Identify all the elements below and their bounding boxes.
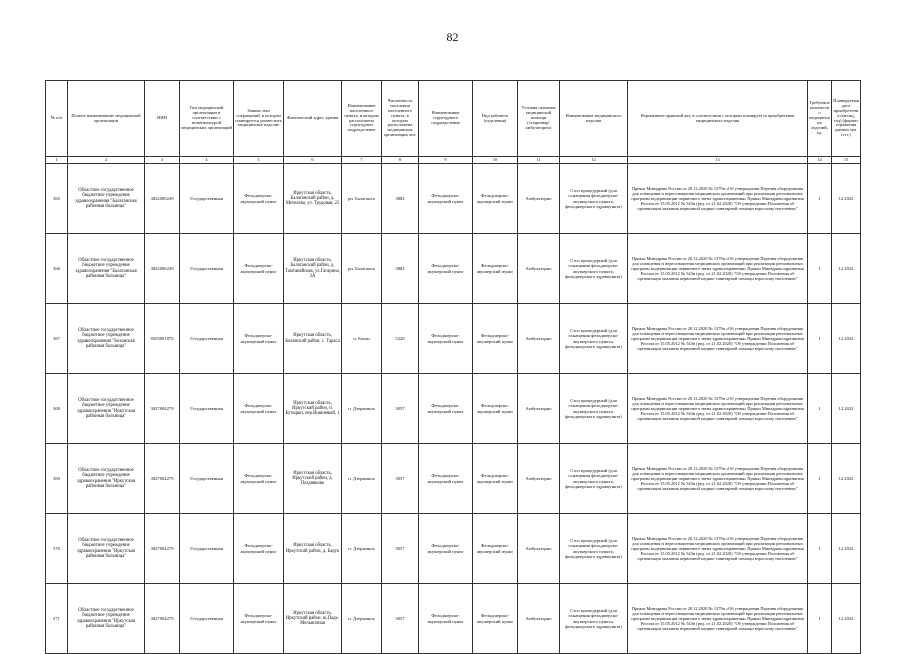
row-number: 367 bbox=[46, 304, 68, 374]
inn: 3827004279 bbox=[145, 514, 180, 584]
cabinet: Фельдшерско-акушерский пункт bbox=[473, 234, 518, 304]
cabinet: Фельдшерско-акушерский пункт bbox=[473, 374, 518, 444]
header-subdivision: Наименование структурного подразделения bbox=[419, 81, 473, 157]
row-number: 366 bbox=[46, 234, 68, 304]
cabinet: Фельдшерско-акушерский пункт bbox=[473, 304, 518, 374]
placement: Фельдшерско-акушерский пункт bbox=[234, 444, 284, 514]
header-device: Наименование медицинского изделия bbox=[560, 81, 628, 157]
inn: 3827004279 bbox=[145, 374, 180, 444]
subdivision: Фельдшерско-акушерский пункт bbox=[419, 234, 473, 304]
header-row bbox=[46, 81, 861, 157]
settlement: п. Дзержинск bbox=[342, 514, 382, 584]
placement: Фельдшерско-акушерский пункт bbox=[234, 374, 284, 444]
cabinet: Фельдшерско-акушерский пункт bbox=[473, 514, 518, 584]
header-org-type: Тип медицинской организации в соответствии с номенклатурой медицинских организаций bbox=[180, 81, 234, 157]
address: Иркутская область, Иркутский район, п. Бутырки, пер.Вишневый, 1 bbox=[284, 374, 342, 444]
org-name: Областное государственное бюджетное учреждение здравоохранения "Боханская районная больница" bbox=[68, 304, 145, 374]
org-type: Государственная bbox=[180, 584, 234, 654]
header-cabinet: Вид кабинета (отделения) bbox=[473, 81, 518, 157]
row-number: 368 bbox=[46, 374, 68, 444]
settlement: рп. Балаганск bbox=[342, 164, 382, 234]
subdivision: Фельдшерско-акушерский пункт bbox=[419, 304, 473, 374]
legal-act: Приказ Минздрава России от 28.12.2020 № 1379н «Об утверждении Перечня оборудования для оснащения и переоснащения медицинских организаций при реализации региональных программ модернизации первичного звена здравоохранения» Приказ Минздравсоцразвития России от 15.05.2012 № 543н (ред. от 21.02.2020) "Об утверждении Положения об организации оказания первичной медико-санитарной помощи взрослому населению" bbox=[628, 444, 808, 514]
purchase-date: 12.2022 bbox=[832, 374, 861, 444]
row-number: 369 bbox=[46, 444, 68, 514]
column-number: 11 bbox=[518, 157, 560, 164]
purchase-date: 12.2022 bbox=[832, 234, 861, 304]
column-number: 2 bbox=[68, 157, 145, 164]
inn: 3827004279 bbox=[145, 444, 180, 514]
population: 3057 bbox=[382, 514, 419, 584]
conditions: Амбулаторно bbox=[518, 444, 560, 514]
org-name: Областное государственное бюджетное учреждение здравоохранения "Иркутская районная больница" bbox=[68, 514, 145, 584]
table-row bbox=[46, 374, 861, 444]
header-address: Фактический адрес здания bbox=[284, 81, 342, 157]
purchase-date: 12.2022 bbox=[832, 584, 861, 654]
org-name: Областное государственное бюджетное учреждение здравоохранения "Иркутская районная больница" bbox=[68, 444, 145, 514]
column-number: 13 bbox=[628, 157, 808, 164]
population: 3882 bbox=[382, 234, 419, 304]
legal-act: Приказ Минздрава России от 28.12.2020 № 1379н «Об утверждении Перечня оборудования для оснащения и переоснащения медицинских организаций при реализации региональных программ модернизации первичного звена здравоохранения» Приказ Минздравсоцразвития России от 15.05.2012 № 543н (ред. от 21.02.2020) "Об утверждении Положения об организации оказания первичной медико-санитарной помощи взрослому населению" bbox=[628, 304, 808, 374]
header-inn: ИНН bbox=[145, 81, 180, 157]
quantity: 1 bbox=[808, 514, 832, 584]
column-number: 8 bbox=[382, 157, 419, 164]
address: Иркутская область, Балаганский район, д. Метелева, ул. Трудовая, 22 bbox=[284, 164, 342, 234]
column-number: 3 bbox=[145, 157, 180, 164]
subdivision: Фельдшерско-акушерский пункт bbox=[419, 164, 473, 234]
settlement: п. Дзержинск bbox=[342, 374, 382, 444]
device: Стол процедурный (для оснащения фельдшерско-акушерского пункта, фельдшерского здравпункта) bbox=[560, 164, 628, 234]
placement: Фельдшерско-акушерский пункт bbox=[234, 234, 284, 304]
org-type: Государственная bbox=[180, 304, 234, 374]
header-conditions: Условия оказания медицинской помощи (стационар/амбулаторно) bbox=[518, 81, 560, 157]
org-name: Областное государственное бюджетное учреждение здравоохранения "Иркутская районная больница" bbox=[68, 374, 145, 444]
cabinet: Фельдшерско-акушерский пункт bbox=[473, 584, 518, 654]
org-name: Областное государственное бюджетное учреждение здравоохранения "Иркутская районная больница" bbox=[68, 584, 145, 654]
table-row bbox=[46, 164, 861, 234]
address: Иркутская область, Балаганский район, д. Тамтанайская, ул.Гагарина, 3А bbox=[284, 234, 342, 304]
inn: 3822000249 bbox=[145, 164, 180, 234]
column-number: 14 bbox=[808, 157, 832, 164]
legal-act: Приказ Минздрава России от 28.12.2020 № 1379н «Об утверждении Перечня оборудования для оснащения и переоснащения медицинских организаций при реализации региональных программ модернизации первичного звена здравоохранения» Приказ Минздравсоцразвития России от 15.05.2012 № 543н (ред. от 21.02.2020) "Об утверждении Положения об организации оказания первичной медико-санитарной помощи взрослому населению" bbox=[628, 514, 808, 584]
settlement: п. Бохан bbox=[342, 304, 382, 374]
org-type: Государственная bbox=[180, 234, 234, 304]
device: Стол процедурный (для оснащения фельдшерско-акушерского пункта, фельдшерского здравпункта) bbox=[560, 304, 628, 374]
legal-act: Приказ Минздрава России от 28.12.2020 № 1379н «Об утверждении Перечня оборудования для оснащения и переоснащения медицинских организаций при реализации региональных программ модернизации первичного звена здравоохранения» Приказ Минздравсоцразвития России от 15.05.2012 № 543н (ред. от 21.02.2020) "Об утверждении Положения об организации оказания первичной медико-санитарной помощи взрослому населению" bbox=[628, 584, 808, 654]
device: Стол процедурный (для оснащения фельдшерско-акушерского пункта, фельдшерского здравпункта) bbox=[560, 234, 628, 304]
row-number: 370 bbox=[46, 514, 68, 584]
placement: Фельдшерско-акушерский пункт bbox=[234, 164, 284, 234]
population: 3057 bbox=[382, 374, 419, 444]
population: 3057 bbox=[382, 444, 419, 514]
quantity: 1 bbox=[808, 444, 832, 514]
population: 3057 bbox=[382, 584, 419, 654]
quantity: 1 bbox=[808, 164, 832, 234]
settlement: п. Дзержинск bbox=[342, 444, 382, 514]
org-type: Государственная bbox=[180, 164, 234, 234]
conditions: Амбулаторно bbox=[518, 164, 560, 234]
header-quantity: Требуемое количество медицинских изделий, ед. bbox=[808, 81, 832, 157]
inn: 3822000249 bbox=[145, 234, 180, 304]
device: Стол процедурный (для оснащения фельдшерско-акушерского пункта, фельдшерского здравпункта) bbox=[560, 444, 628, 514]
settlement: п. Дзержинск bbox=[342, 584, 382, 654]
conditions: Амбулаторно bbox=[518, 584, 560, 654]
column-number: 6 bbox=[284, 157, 342, 164]
table-row bbox=[46, 584, 861, 654]
quantity: 1 bbox=[808, 304, 832, 374]
header-settlement: Наименование населенного пункта, в котором расположена структурное подразделение bbox=[342, 81, 382, 157]
population: 3882 bbox=[382, 164, 419, 234]
address: Иркутская область, Иркутский район, ш.Падь-Мельничная bbox=[284, 584, 342, 654]
cabinet: Фельдшерско-акушерский пункт bbox=[473, 444, 518, 514]
conditions: Амбулаторно bbox=[518, 304, 560, 374]
column-number: 4 bbox=[180, 157, 234, 164]
conditions: Амбулаторно bbox=[518, 234, 560, 304]
table-row bbox=[46, 304, 861, 374]
column-number: 5 bbox=[234, 157, 284, 164]
conditions: Амбулаторно bbox=[518, 514, 560, 584]
subdivision: Фельдшерско-акушерский пункт bbox=[419, 444, 473, 514]
quantity: 1 bbox=[808, 374, 832, 444]
header-legal-act: Нормативно-правовой акт, в соответствии с которым планируется приобретение медицинского изделия bbox=[628, 81, 808, 157]
population: 5220 bbox=[382, 304, 419, 374]
conditions: Амбулаторно bbox=[518, 374, 560, 444]
column-number: 7 bbox=[342, 157, 382, 164]
column-number: 15 bbox=[832, 157, 861, 164]
header-placement: Занимо или сокращений, в котором планируется разместить медицинское изделие bbox=[234, 81, 284, 157]
settlement: рп. Балаганск bbox=[342, 234, 382, 304]
subdivision: Фельдшерско-акушерский пункт bbox=[419, 514, 473, 584]
column-number: 1 bbox=[46, 157, 68, 164]
purchase-date: 12.2022 bbox=[832, 304, 861, 374]
column-number: 12 bbox=[560, 157, 628, 164]
table-row bbox=[46, 514, 861, 584]
inn: 8503001870 bbox=[145, 304, 180, 374]
quantity: 1 bbox=[808, 584, 832, 654]
purchase-date: 12.2022 bbox=[832, 164, 861, 234]
org-type: Государственная bbox=[180, 444, 234, 514]
table-row bbox=[46, 444, 861, 514]
purchase-date: 12.2022 bbox=[832, 444, 861, 514]
equipment-table bbox=[45, 80, 861, 654]
device: Стол процедурный (для оснащения фельдшерско-акушерского пункта, фельдшерского здравпункта) bbox=[560, 374, 628, 444]
page-number: 82 bbox=[446, 30, 459, 44]
device: Стол процедурный (для оснащения фельдшерско-акушерского пункта, фельдшерского здравпункта) bbox=[560, 584, 628, 654]
address: Иркутская область, Боханский район, с. Тараса bbox=[284, 304, 342, 374]
placement: Фельдшерско-акушерский пункт bbox=[234, 584, 284, 654]
org-type: Государственная bbox=[180, 514, 234, 584]
inn: 3827004279 bbox=[145, 584, 180, 654]
legal-act: Приказ Минздрава России от 28.12.2020 № 1379н «Об утверждении Перечня оборудования для оснащения и переоснащения медицинских организаций при реализации региональных программ модернизации первичного звена здравоохранения» Приказ Минздравсоцразвития России от 15.05.2012 № 543н (ред. от 21.02.2020) "Об утверждении Положения об организации оказания первичной медико-санитарной помощи взрослому населению" bbox=[628, 234, 808, 304]
org-name: Областное государственное бюджетное учреждение здравоохранения "Балаганская районная больница" bbox=[68, 164, 145, 234]
address: Иркутская область, Иркутский район, д. Барук bbox=[284, 514, 342, 584]
placement: Фельдшерско-акушерский пункт bbox=[234, 514, 284, 584]
org-name: Областное государственное бюджетное учреждение здравоохранения "Балаганская районная больница" bbox=[68, 234, 145, 304]
device: Стол процедурный (для оснащения фельдшерско-акушерского пункта, фельдшерского здравпункта) bbox=[560, 514, 628, 584]
header-population: Численность населения населенного пункта, в котором расположена медицинская организация чел. bbox=[382, 81, 419, 157]
org-type: Государственная bbox=[180, 374, 234, 444]
cabinet: Фельдшерско-акушерский пункт bbox=[473, 164, 518, 234]
header-org-name: Полное наименование медицинской организации bbox=[68, 81, 145, 157]
row-number: 365 bbox=[46, 164, 68, 234]
purchase-date: 12.2022 bbox=[832, 514, 861, 584]
quantity: 1 bbox=[808, 234, 832, 304]
column-number-row bbox=[46, 157, 861, 164]
column-number: 9 bbox=[419, 157, 473, 164]
header-num: № п/п bbox=[46, 81, 68, 157]
row-number: 371 bbox=[46, 584, 68, 654]
header-date: Планируемая дата приобретения (месяц, год) (формат отражения данных мм. гггг.) bbox=[832, 81, 861, 157]
legal-act: Приказ Минздрава России от 28.12.2020 № 1379н «Об утверждении Перечня оборудования для оснащения и переоснащения медицинских организаций при реализации региональных программ модернизации первичного звена здравоохранения» Приказ Минздравсоцразвития России от 15.05.2012 № 543н (ред. от 21.02.2020) "Об утверждении Положения об организации оказания первичной медико-санитарной помощи взрослому населению" bbox=[628, 374, 808, 444]
subdivision: Фельдшерско-акушерский пункт bbox=[419, 584, 473, 654]
subdivision: Фельдшерско-акушерский пункт bbox=[419, 374, 473, 444]
placement: Фельдшерско-акушерский пункт bbox=[234, 304, 284, 374]
table-row bbox=[46, 234, 861, 304]
address: Иркутская область, Иркутский район, д. Поздняково bbox=[284, 444, 342, 514]
legal-act: Приказ Минздрава России от 28.12.2020 № 1379н «Об утверждении Перечня оборудования для оснащения и переоснащения медицинских организаций при реализации региональных программ модернизации первичного звена здравоохранения» Приказ Минздравсоцразвития России от 15.05.2012 № 543н (ред. от 21.02.2020) "Об утверждении Положения об организации оказания первичной медико-санитарной помощи взрослому населению" bbox=[628, 164, 808, 234]
column-number: 10 bbox=[473, 157, 518, 164]
